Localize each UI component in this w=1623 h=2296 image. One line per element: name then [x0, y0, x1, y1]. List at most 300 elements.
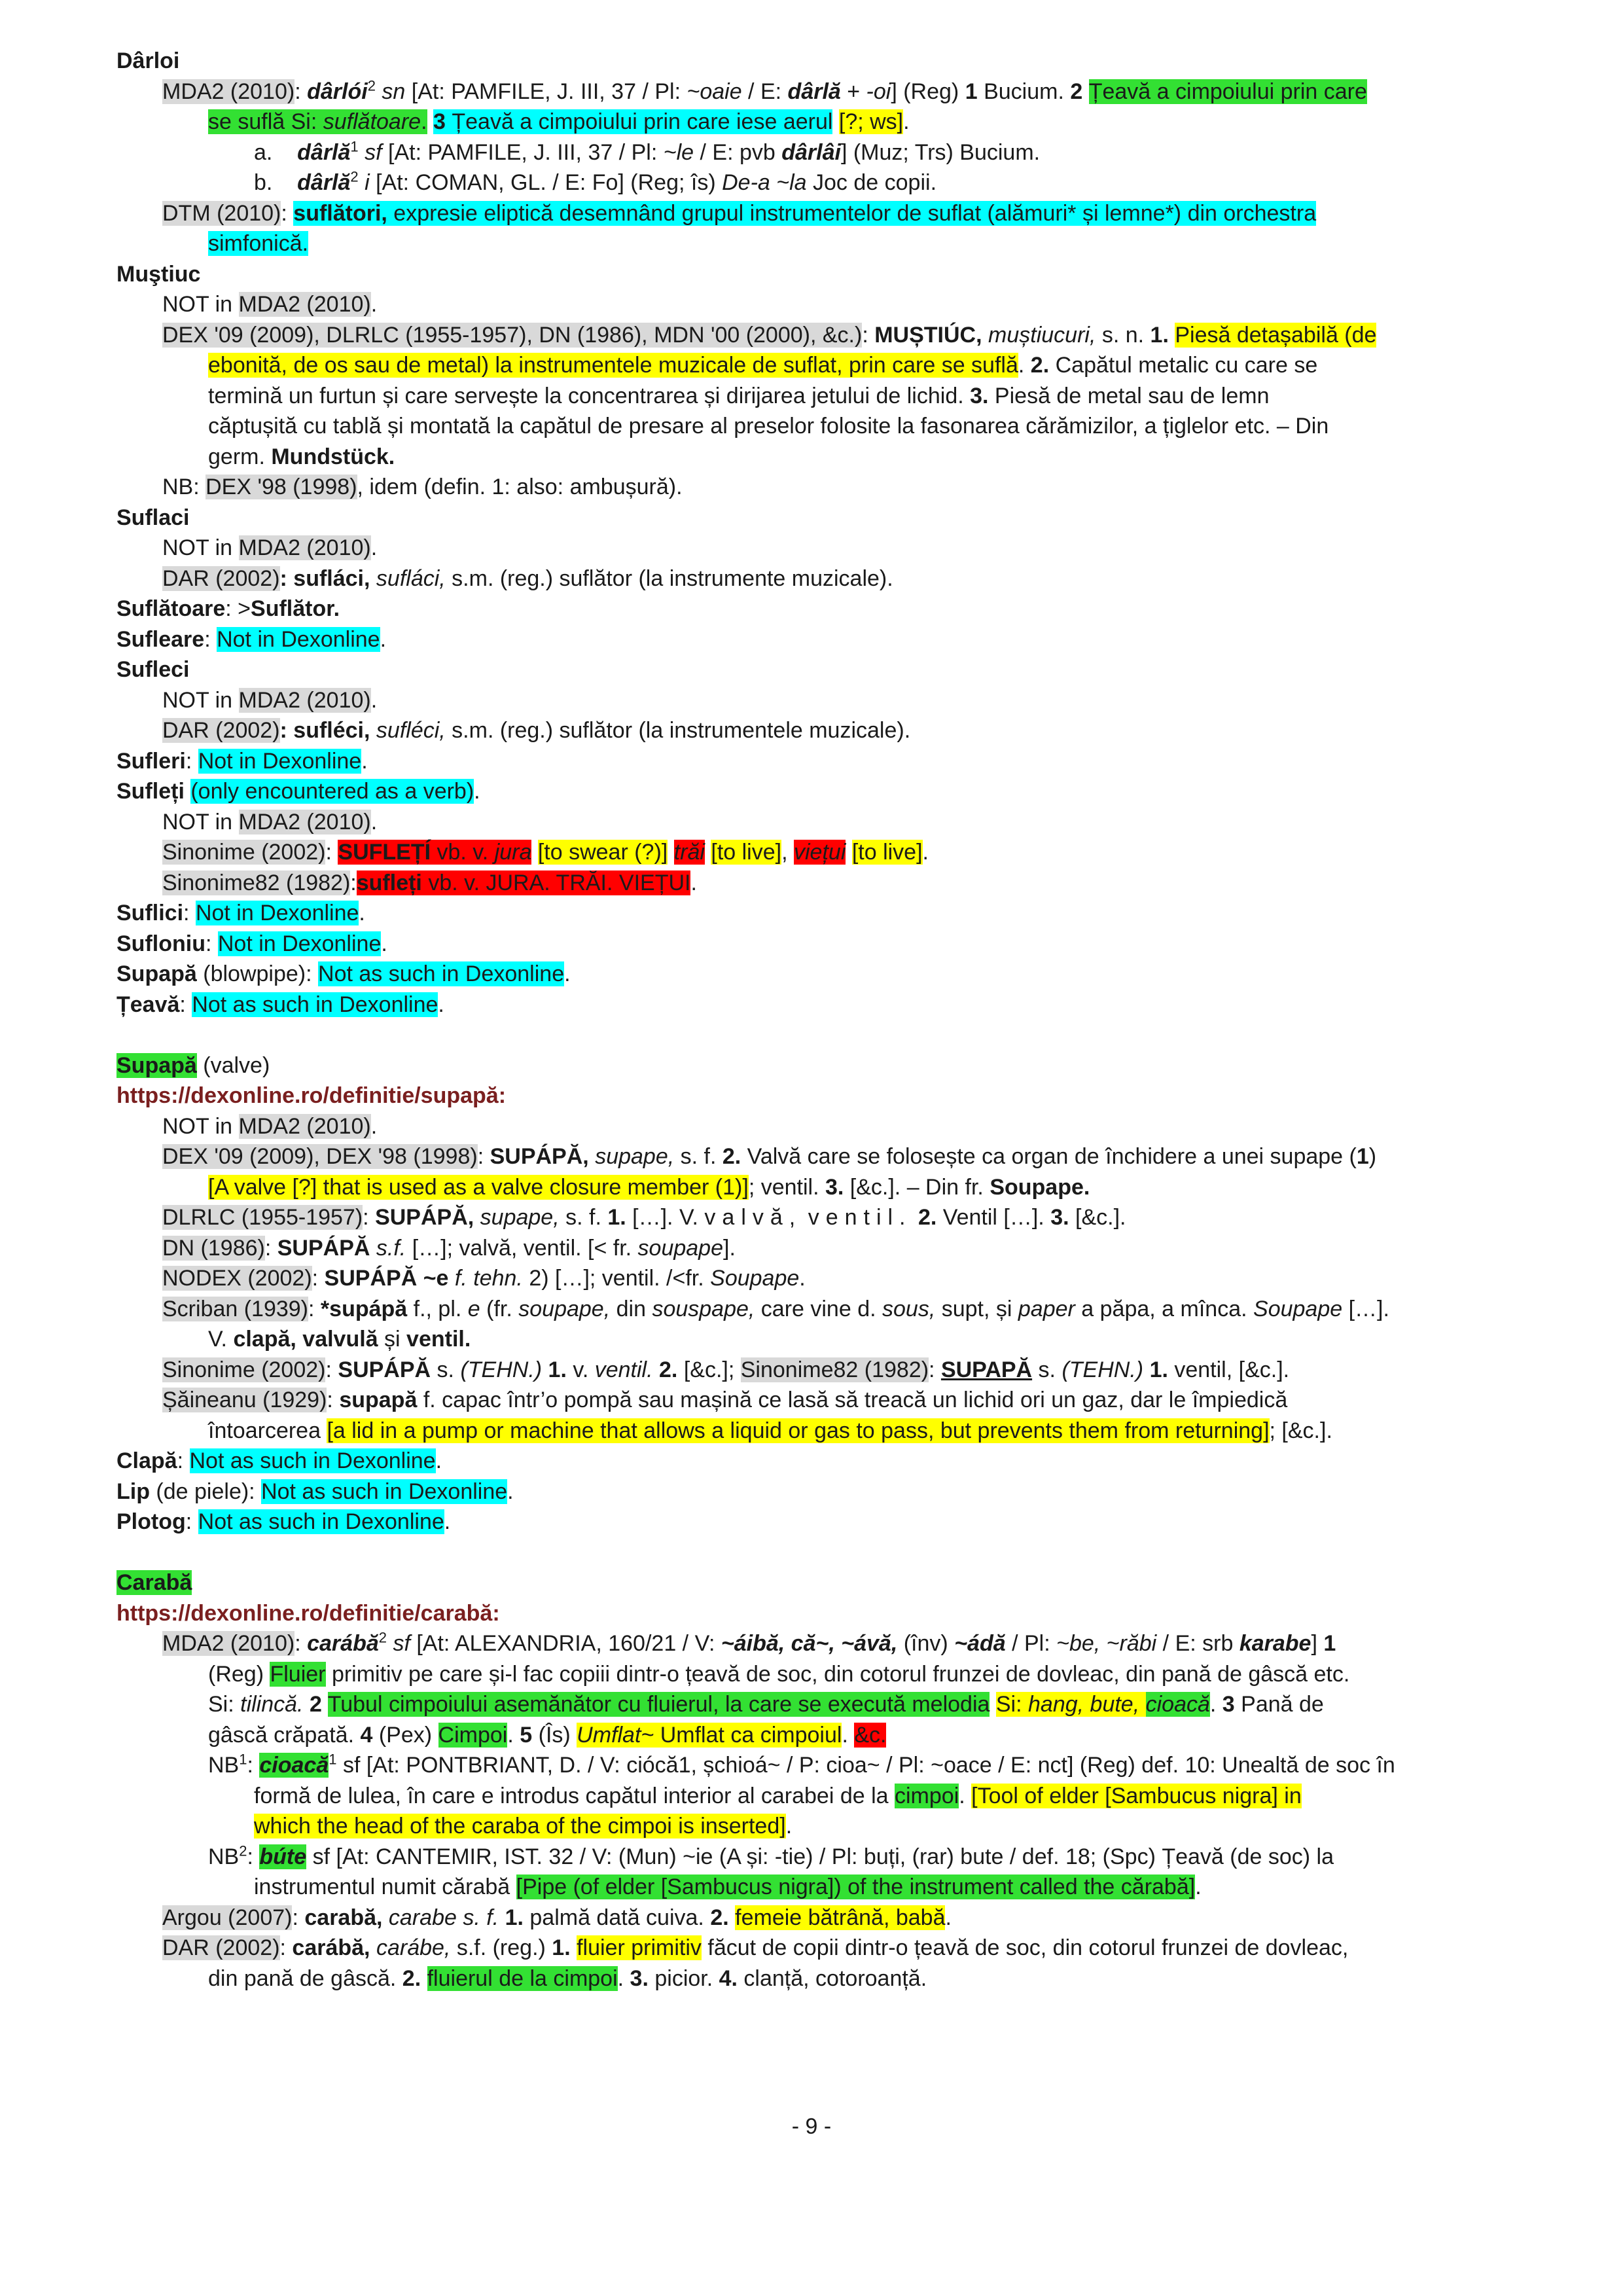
text-run: MDA2 (2010)	[238, 687, 371, 713]
text-run: Sufleare	[116, 626, 205, 652]
text-run: […]. V.	[626, 1205, 705, 1230]
text-run	[846, 840, 851, 865]
definition-line	[116, 564, 1543, 594]
definition-line	[116, 1263, 1543, 1294]
text-run: .	[474, 779, 480, 804]
text-run: .	[370, 535, 378, 560]
text-run: MDA2 (2010)	[238, 809, 371, 834]
text-run: Si:	[208, 1692, 241, 1717]
definition-line	[116, 1172, 1543, 1203]
text-run: :	[179, 992, 192, 1017]
text-run: valvă,	[704, 1205, 802, 1230]
definition-line	[116, 1689, 1543, 1720]
text-run: Dârloi	[116, 48, 180, 73]
text-run: sn	[375, 79, 406, 104]
text-run: 2	[309, 1692, 322, 1717]
text-run: Umflat ca cimpoiul	[654, 1722, 842, 1748]
text-run: Sinonime82 (1982)	[740, 1357, 929, 1382]
text-run: a păpa, a mînca.	[1075, 1296, 1254, 1321]
text-run: .	[421, 109, 427, 134]
text-run: :	[292, 1905, 305, 1930]
text-run	[370, 1935, 376, 1960]
text-run	[1169, 323, 1175, 348]
text-run: f. tehn.	[454, 1266, 523, 1291]
text-run: 1.	[548, 1357, 567, 1382]
text-run	[370, 718, 376, 743]
text-run: 1	[239, 1751, 247, 1768]
text-run: *supápă	[320, 1296, 408, 1321]
entry-heading-sufleri	[116, 746, 1543, 777]
text-run: Suflaci	[116, 505, 190, 530]
text-run: NB:	[162, 475, 206, 499]
text-run: ~be, ~răbi	[1056, 1631, 1157, 1656]
text-run: (valve)	[196, 1052, 270, 1078]
text-run	[653, 1357, 659, 1382]
page-number: - 9 -	[791, 2114, 832, 2139]
definition-line	[116, 1659, 1543, 1690]
text-run: :	[177, 1448, 190, 1473]
text-run: palmă dată cuiva.	[523, 1905, 711, 1930]
text-run: carábă,	[292, 1935, 370, 1960]
text-run	[499, 1905, 505, 1930]
text-run: s.f.	[376, 1235, 406, 1261]
text-run: s.	[1032, 1357, 1062, 1382]
text-run: căptușită cu tablă și montată la capătul de presare al preselor folosite la fasonarea cărămizilor, a țiglelor etc. – Din	[208, 414, 1329, 439]
text-run: care vine d.	[755, 1296, 882, 1321]
text-run: vb. v. JURA. TRĂI. VIEȚUI	[421, 870, 691, 895]
text-run: karabe	[1239, 1631, 1311, 1656]
text-run: .	[507, 1479, 514, 1504]
text-run: Sufleci	[116, 657, 190, 682]
text-run: .	[438, 992, 444, 1017]
text-run	[185, 779, 190, 804]
text-run: vb. v.	[431, 840, 495, 865]
text-run: 1	[329, 1751, 337, 1768]
definition-line	[116, 807, 1543, 838]
text-run: clanță, cotoroanță.	[737, 1965, 927, 1991]
text-run: :	[281, 200, 294, 226]
text-run: [At: COMAN, GL. / E: Fo] (Reg; îs)	[369, 170, 722, 195]
text-run: 1	[350, 138, 359, 155]
text-run: MUȘTIÚC,	[874, 322, 982, 348]
entry-heading-lip	[116, 1477, 1543, 1507]
text-run: ] (Reg)	[891, 79, 965, 104]
definition-line	[116, 1324, 1543, 1355]
text-run: .	[370, 687, 378, 713]
text-run: :	[185, 1509, 198, 1534]
text-run: (Reg)	[208, 1661, 270, 1687]
text-run: 4.	[719, 1965, 738, 1991]
entry-heading-sufloniu	[116, 929, 1543, 960]
text-run: NB	[208, 1753, 240, 1778]
definition-line	[116, 1628, 1543, 1659]
text-run	[382, 1905, 388, 1930]
text-run: gâscă crăpată.	[208, 1722, 361, 1748]
text-run: s. n.	[1096, 322, 1150, 348]
text-run: fluierul de la cimpoi	[427, 1965, 618, 1991]
text-run: germ.	[208, 444, 272, 469]
text-run: Piesă de metal sau de lemn	[988, 383, 1270, 408]
text-run: ~le	[663, 139, 694, 165]
text-run: Supapă	[116, 1052, 197, 1078]
text-run: ].	[723, 1235, 736, 1261]
entry-heading-suflatoare	[116, 594, 1543, 624]
text-run: DAR (2002)	[162, 718, 280, 743]
sub-definition-b	[116, 168, 1543, 198]
text-run: Sinonime (2002)	[162, 1357, 326, 1382]
text-run: -oi	[866, 79, 891, 104]
text-run: .	[444, 1509, 451, 1534]
text-run: :	[312, 1266, 325, 1291]
section-heading-supapa	[116, 1050, 1543, 1081]
text-run: soupape	[637, 1235, 724, 1261]
text-run: e	[467, 1296, 480, 1321]
text-run: DTM (2010)	[162, 200, 281, 226]
text-run: sf [At: CANTEMIR, IST. 32 / V: (Mun) ~ie (A și: -tie) / Pl: buți, (rar) bute / def. 18; (Spc) Țeavă (de soc) la	[306, 1844, 1334, 1869]
text-run: 2	[1070, 79, 1083, 104]
text-run: Piesă detașabilă (de	[1175, 322, 1377, 348]
text-run	[304, 1692, 310, 1717]
text-run: Clapă	[116, 1448, 177, 1473]
text-run: 2.	[402, 1965, 421, 1991]
text-run: ventil, [&c.].	[1168, 1357, 1290, 1382]
text-run: MDA2 (2010)	[238, 292, 371, 317]
text-run: 2.	[918, 1205, 937, 1230]
document-body	[116, 46, 1543, 1994]
section-heading-caraba	[116, 1568, 1543, 1598]
text-run: s.m. (reg.) suflător (la instrumente muzicale).	[445, 565, 893, 591]
text-run: Argou (2007)	[162, 1905, 293, 1930]
text-run: ventil.	[406, 1327, 471, 1352]
text-run: NOT in	[162, 535, 239, 560]
entry-heading-plotog	[116, 1507, 1543, 1537]
text-run: formă de lulea, în care e introdus capătul interior al carabei de la	[254, 1783, 895, 1808]
entry-heading-teava	[116, 990, 1543, 1020]
text-run: ebonită, de os sau de metal) la instrumentele muzicale de suflat, prin care se suflă	[208, 353, 1018, 378]
text-run: Not in Dexonline	[217, 931, 382, 956]
note-line	[116, 472, 1543, 503]
text-run: (TEHN.)	[460, 1357, 543, 1382]
text-run: 1	[1323, 1631, 1336, 1656]
text-run: 3	[1222, 1692, 1235, 1717]
text-run: Suflici	[116, 901, 184, 925]
text-run	[990, 1692, 995, 1717]
text-run: SUPÁPĂ	[277, 1235, 370, 1261]
dexonline-link-caraba[interactable]	[116, 1598, 1543, 1629]
text-run: :	[363, 1205, 376, 1230]
text-run: Not in Dexonline	[198, 748, 362, 774]
text-run: +	[840, 79, 866, 104]
text-run: Ventil […].	[936, 1205, 1051, 1230]
text-run: V.	[208, 1327, 234, 1352]
text-run	[1143, 1357, 1149, 1382]
text-run: MDA2 (2010)	[162, 1631, 295, 1656]
entry-heading-clapa	[116, 1446, 1543, 1477]
text-run	[448, 1266, 454, 1291]
text-run: .	[1018, 353, 1031, 378]
text-run: .	[507, 1722, 520, 1748]
text-run: ]	[1311, 1631, 1324, 1656]
text-run: / E: srb	[1156, 1631, 1240, 1656]
text-run: De-a ~la	[722, 170, 807, 195]
text-run	[668, 840, 673, 865]
text-run: dârlâi	[781, 139, 841, 165]
text-run: :	[205, 931, 218, 956]
text-run	[531, 840, 537, 865]
text-run: :	[477, 1144, 490, 1169]
text-run: Not in Dexonline	[195, 901, 359, 925]
text-run: Not in Dexonline	[217, 626, 380, 652]
text-run: .	[799, 1266, 806, 1291]
text-run: Bucium.	[977, 79, 1071, 104]
text-run: v.	[566, 1357, 595, 1382]
text-run: 1.	[505, 1905, 524, 1930]
text-run: DEX '09 (2009), DEX '98 (1998)	[162, 1144, 478, 1169]
text-run: fluier primitiv	[577, 1935, 702, 1960]
text-run: s.m. (reg.) suflător (la instrumentele muzicale).	[445, 718, 911, 743]
definition-line	[116, 1964, 1543, 1994]
text-run: f., pl.	[407, 1296, 468, 1321]
definition-line	[116, 837, 1543, 868]
text-run: :	[325, 840, 338, 865]
definition-line	[116, 1385, 1543, 1416]
text-run: .	[361, 748, 368, 774]
text-run: [Pipe (of elder [Sambucus nigra]) of the instrument called the cărabă]	[516, 1874, 1196, 1899]
text-run: [a lid in a pump or machine that allows a liquid or gas to pass, but prevents them from returning]	[327, 1418, 1270, 1443]
text-run: din pană de gâscă.	[208, 1965, 402, 1991]
text-run: .	[1195, 1874, 1202, 1899]
entry-heading-darloi	[116, 46, 1543, 77]
definition-line	[116, 198, 1543, 229]
text-run: MDA2 (2010)	[238, 535, 371, 560]
definition-line	[116, 1933, 1543, 1964]
text-run: ~oaie	[687, 79, 742, 104]
text-run: întoarcerea	[208, 1418, 327, 1443]
text-run: supape,	[480, 1205, 560, 1230]
text-run: dârlă	[297, 139, 351, 165]
text-run: s. f.	[559, 1205, 608, 1230]
note-line	[116, 1750, 1543, 1781]
text-run: femeie bătrână, babă	[735, 1905, 946, 1930]
text-run: cioacă	[1145, 1692, 1210, 1717]
text-run: Umflat~	[577, 1722, 654, 1748]
text-run	[729, 1905, 735, 1930]
text-run: Pană de	[1234, 1692, 1324, 1717]
text-run: [to swear (?)]	[537, 840, 668, 865]
text-run: suflători,	[293, 200, 387, 226]
text-run: Fluier	[270, 1661, 326, 1687]
text-run: făcut de copii dintr-o țeavă de soc, din cotorul frunzei de dovleac,	[701, 1935, 1349, 1960]
text-run: 1.	[1149, 1357, 1168, 1382]
text-run: :	[185, 748, 198, 774]
text-run: / E: pvb	[694, 139, 782, 165]
note-line	[116, 1842, 1543, 1873]
text-run: Suflător.	[251, 596, 340, 621]
text-run: MDA2 (2010)	[162, 79, 295, 104]
text-run	[421, 1966, 427, 1991]
text-run: :	[325, 1357, 338, 1382]
text-run: SUFLEȚÍ	[338, 840, 431, 865]
text-run	[427, 109, 433, 134]
text-run: Capătul metalic cu care se	[1049, 353, 1318, 378]
definition-line	[116, 1233, 1543, 1264]
text-run: MDA2 (2010)	[238, 1113, 371, 1139]
definition-line	[116, 442, 1543, 473]
text-run: Șăineanu (1929)	[162, 1388, 327, 1412]
text-run: .	[903, 109, 910, 134]
text-run: sous,	[882, 1296, 936, 1321]
text-run: 3	[433, 109, 446, 134]
entry-heading-supapa-blowpipe	[116, 959, 1543, 990]
text-run: .	[842, 1722, 855, 1748]
text-run: se suflă Si:	[208, 109, 323, 134]
text-run: Not as such in Dexonline	[189, 1448, 436, 1473]
text-run	[705, 840, 711, 865]
text-run: .	[922, 840, 929, 865]
definition-line	[116, 350, 1543, 381]
text-run: 1.	[607, 1205, 626, 1230]
text-run: 2	[350, 168, 359, 185]
definition-line	[116, 411, 1543, 442]
text-run: SUPÁPĂ,	[375, 1205, 474, 1230]
definition-line	[116, 1111, 1543, 1142]
text-run: 2.	[659, 1357, 678, 1382]
text-run: [At: ALEXANDRIA, 160/21 / V:	[410, 1631, 721, 1656]
text-run: hang, bute,	[1028, 1692, 1146, 1717]
text-run: 3.	[630, 1965, 649, 1991]
text-run: DN (1986)	[162, 1235, 265, 1261]
text-run: ~ádă	[954, 1631, 1006, 1656]
text-run: , idem (defin. 1: also: ambușură).	[357, 475, 683, 499]
definition-line	[116, 107, 1543, 137]
text-run: cioacă	[259, 1753, 329, 1778]
text-run: :	[204, 626, 217, 652]
entry-heading-sufleci	[116, 655, 1543, 685]
text-run: dârlă	[787, 79, 841, 104]
text-run: 1	[1356, 1144, 1369, 1169]
text-run	[571, 1935, 577, 1960]
text-run: .	[435, 1448, 442, 1473]
text-run: (Îs)	[532, 1722, 577, 1748]
text-run: [&c.];	[677, 1357, 741, 1382]
text-run: &c.	[854, 1722, 887, 1748]
text-run: )	[1368, 1144, 1377, 1169]
text-run: Carabă	[116, 1570, 192, 1595]
text-run: Muştiuc	[116, 261, 201, 287]
text-run: https://dexonline.ro/definitie/carabă:	[116, 1600, 500, 1626]
text-run: supape,	[595, 1144, 675, 1169]
definition-line	[116, 1141, 1543, 1172]
text-run: .	[564, 961, 571, 986]
text-run: instrumentul numit cărabă	[254, 1874, 516, 1899]
note-line	[116, 1811, 1543, 1842]
text-run: 2.	[1030, 353, 1050, 378]
text-run: ~áibă, că~, ~ávă,	[721, 1631, 898, 1656]
text-run: a.	[254, 139, 298, 165]
text-run: :	[327, 1388, 340, 1412]
text-run	[832, 109, 838, 134]
text-run: NOT in	[162, 1113, 239, 1139]
text-run: 1.	[552, 1935, 571, 1960]
text-run: (TEHN.)	[1061, 1357, 1144, 1382]
text-run: carabă,	[304, 1905, 383, 1930]
spacer	[116, 1020, 1543, 1050]
text-run: Țeavă a cimpoiului prin care	[1088, 79, 1367, 104]
text-run: Țeavă a cimpoiului prin care iese aerul	[445, 109, 833, 134]
text-run: Cimpoi	[438, 1722, 508, 1748]
text-run: din	[610, 1296, 652, 1321]
text-run: [to live]	[851, 840, 923, 865]
text-run: .	[359, 901, 365, 925]
text-run: suflătoare	[323, 109, 421, 134]
text-run: 2) […]; ventil. /<fr.	[522, 1266, 711, 1291]
text-run: .	[959, 1783, 972, 1808]
text-run: [A valve [?] that is used as a valve closure member (1)]	[208, 1174, 749, 1200]
text-run	[370, 1236, 376, 1261]
text-run: Plotog	[116, 1509, 186, 1534]
text-run: Soupape	[1253, 1296, 1343, 1321]
text-run: [Tool of elder [Sambucus nigra] in	[971, 1783, 1302, 1808]
text-run: jura	[494, 840, 532, 865]
definition-line	[116, 685, 1543, 716]
text-run: SUPÁPĂ ~e	[324, 1266, 449, 1291]
text-run: termină un furtun și care servește la concentrarea și dirijarea jetului de lichid.	[208, 383, 971, 408]
text-run: .	[1209, 1692, 1222, 1717]
text-run: Not as such in Dexonline	[318, 961, 565, 986]
definition-line	[116, 320, 1543, 351]
text-run: primitiv pe care și-l fac copiii dintr-o țeavă de soc, din cotorul frunzei de dovleac, din pană de gâscă etc.	[325, 1661, 1350, 1687]
text-run: .	[370, 809, 378, 834]
text-run: i	[358, 170, 370, 195]
text-run: sf [At: PONTBRIANT, D. / V: ciócă1, șchioá~ / P: cioa~ / Pl: ~oace / E: nct] (Reg) def. 10: Unealtă de soc în	[336, 1753, 1395, 1778]
text-run: Not as such in Dexonline	[261, 1479, 508, 1504]
definition-line	[116, 1903, 1543, 1933]
text-run: 4	[360, 1722, 373, 1748]
text-run: SUPÁPĂ	[338, 1357, 431, 1382]
text-run: : >	[225, 596, 251, 621]
entry-heading-sufleti	[116, 776, 1543, 807]
text-run: 2	[378, 1629, 387, 1646]
dexonline-link-supapa[interactable]	[116, 1081, 1543, 1111]
text-run: Soupape	[710, 1266, 800, 1291]
text-run: / Pl:	[1005, 1631, 1057, 1656]
text-run: búte	[259, 1844, 307, 1869]
text-run: sf	[358, 139, 382, 165]
entry-heading-sufleare	[116, 624, 1543, 655]
text-run: (blowpipe):	[196, 961, 319, 986]
text-run: Valvă care se folosește ca organ de închidere a unei supape (	[741, 1144, 1357, 1169]
text-run: s. f.	[674, 1144, 722, 1169]
text-run: souspape,	[652, 1296, 755, 1321]
text-run: DEX '09 (2009), DLRLC (1955-1957), DN (1986), MDN '00 (2000), &c.)	[162, 322, 863, 348]
text-run: Soupape.	[990, 1174, 1090, 1200]
text-run: Sufleri	[116, 748, 186, 774]
text-run: Mundstück.	[271, 444, 395, 469]
text-run: Lip	[116, 1479, 150, 1504]
text-run: .	[945, 1905, 952, 1930]
note-line	[116, 1872, 1543, 1903]
text-run: supapă	[339, 1388, 418, 1412]
note-line	[116, 1781, 1543, 1812]
text-run: ; ventil.	[748, 1174, 825, 1200]
text-run: trăi	[673, 840, 705, 865]
text-run: [?; ws]	[838, 109, 904, 134]
definition-line	[116, 1202, 1543, 1233]
text-run: s.	[431, 1357, 461, 1382]
text-run: sf	[387, 1631, 410, 1656]
text-run: 5	[520, 1722, 533, 1748]
text-run: 2	[239, 1842, 247, 1859]
